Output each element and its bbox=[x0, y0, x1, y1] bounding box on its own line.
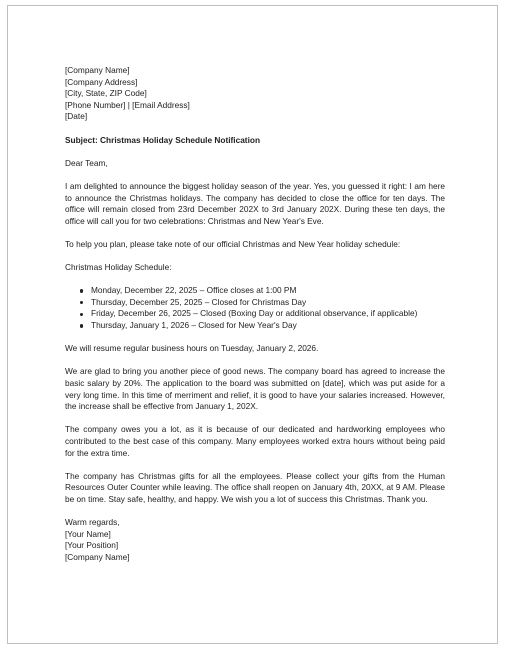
signature-block bbox=[65, 517, 445, 563]
sender-address-block bbox=[65, 65, 445, 123]
schedule-heading: Christmas Holiday Schedule: bbox=[65, 262, 172, 273]
company-name: [Company Name] bbox=[65, 65, 130, 75]
city-state-zip: [City, State, ZIP Code] bbox=[65, 88, 147, 99]
list-item: Thursday, December 25, 2025 – Closed for Christmas Day bbox=[91, 297, 445, 309]
list-item: Thursday, January 1, 2026 – Closed for New Year's Day bbox=[91, 320, 445, 332]
signer-name: [Your Name] bbox=[65, 528, 111, 539]
subject-line: Subject: Christmas Holiday Schedule Notification bbox=[65, 134, 261, 145]
appreciation-paragraph: The company owes you a lot, as it is because of our dedicated and hardworking employees who contributed to the best case of this company. Many employees worked extra hours without being paid for the extra time. bbox=[65, 424, 445, 458]
resume-paragraph: We will resume regular business hours on Tuesday, January 2, 2026. bbox=[65, 343, 319, 354]
signer-company: [Company Name] bbox=[65, 551, 130, 562]
list-item: Friday, December 26, 2025 – Closed (Boxing Day or additional observance, if applicable) bbox=[91, 308, 445, 320]
salutation: Dear Team, bbox=[65, 157, 108, 168]
plan-paragraph: To help you plan, please take note of our official Christmas and New Year holiday schedule: bbox=[65, 238, 401, 249]
intro-paragraph: I am delighted to announce the biggest holiday season of the year. Yes, you guessed it right: I am here to announce the Christmas holidays. The company has decided to close the office for ten days. The office will remain closed from 23rd December 202X to 3rd January 202X. During these ten days, the office will call you for two celebrations: Christmas and New Year's Eve. bbox=[65, 180, 445, 226]
holiday-schedule-list bbox=[65, 285, 445, 331]
gifts-paragraph: The company has Christmas gifts for all the employees. Please collect your gifts from the Human Resources Outer Counter while leaving. The office shall reopen on January 4th, 20XX, at 9 AM. Please be on time. Stay safe, healthy, and happy. We wish you a lot of success this Christmas. Thank you. bbox=[65, 470, 445, 504]
letter-date: [Date] bbox=[65, 111, 88, 122]
phone-email: [Phone Number] | [Email Address] bbox=[65, 99, 190, 110]
list-item: Monday, December 22, 2025 – Office closes at 1:00 PM bbox=[91, 285, 445, 297]
salary-raise-paragraph: We are glad to bring you another piece of good news. The company board has agreed to increase the basic salary by 20%. The application to the board was submitted on [date], which was put aside for a very long time. In this time of merriment and relief, it is good to have your salaries increased. However, the increase shall be effective from January 1, 202X. bbox=[65, 366, 445, 412]
letter-body bbox=[65, 65, 445, 564]
company-address: [Company Address] bbox=[65, 76, 138, 87]
document-page bbox=[7, 5, 498, 644]
signer-position: [Your Position] bbox=[65, 540, 119, 551]
sign-off: Warm regards, bbox=[65, 517, 120, 528]
